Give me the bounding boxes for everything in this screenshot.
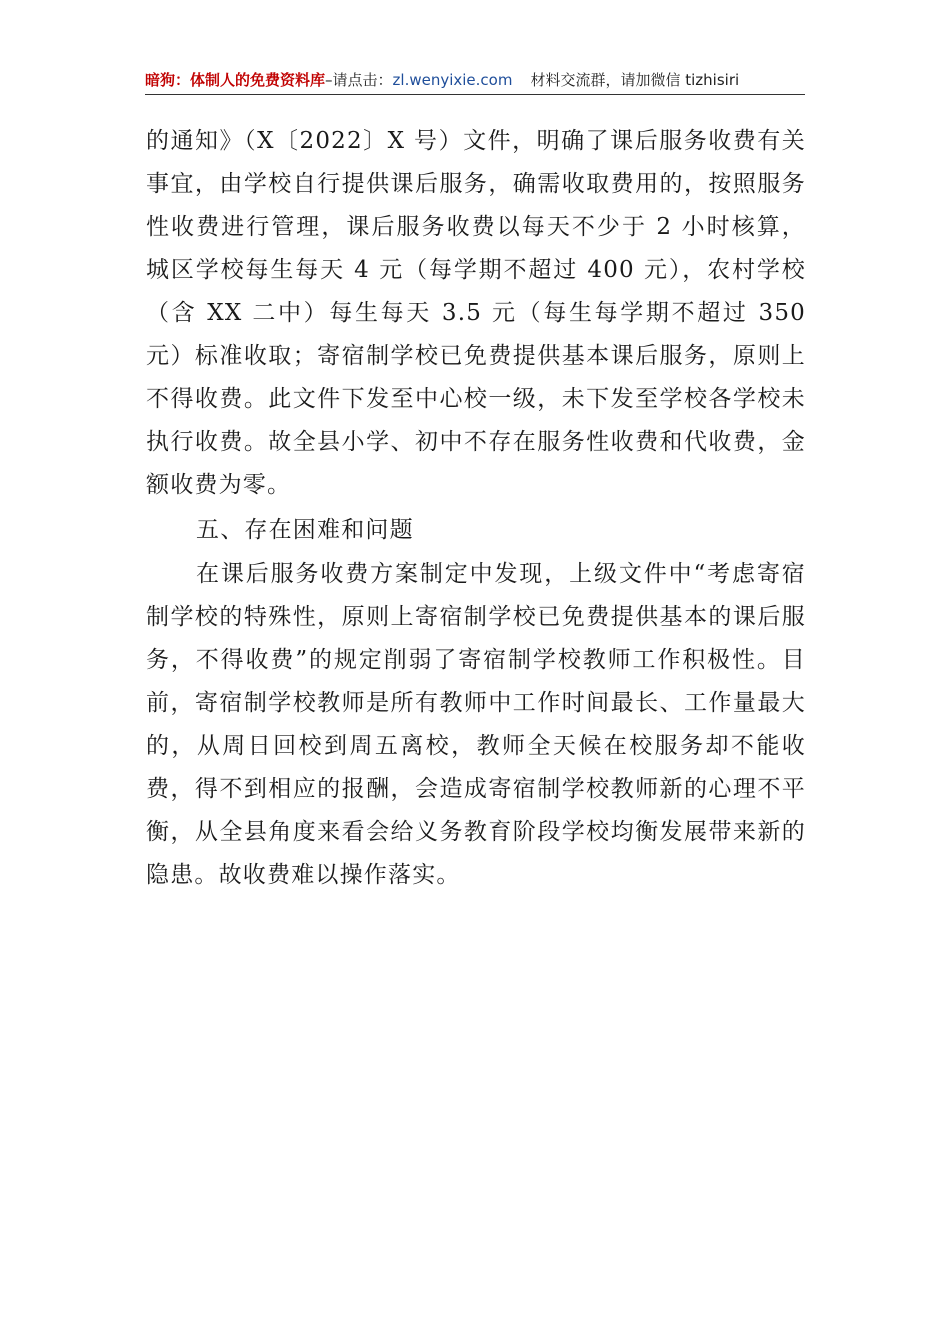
- section-heading: 五、存在困难和问题: [196, 517, 414, 543]
- body-paragraph-2: 在课后服务收费方案制定中发现，上级文件中“考虑寄宿制学校的特殊性，原则上寄宿制学校已免费提供基本的课后服务，不得收费”的规定削弱了寄宿制学校教师工作积极性。目前，寄宿制学校教师是所有教师中工作时间最长、工作量最大的，从周日回校到周五离校，教师全天候在校服务却不能收费，得不到相应的报酬，会造成寄宿制学校教师新的心理不平衡，从全县角度来看会给义务教育阶段学校均衡发展带来新的隐患。故收费难以操作落实。: [146, 561, 806, 888]
- body-paragraph-1: 的通知》（X〔2022〕X 号）文件，明确了课后服务收费有关事宜，由学校自行提供课后服务，确需收取费用的，按照服务性收费进行管理，课后服务收费以每天不少于 2 小时核算，城区学校每生每天 4 元（每学期不超过 400 元），农村学校（含 XX 二中）每生每天 3.5 元（每生每学期不超过 350 元）标准收取；寄宿制学校已免费提供基本课后服务，原则上不得收费。此文件下发至中心校一级，未下发至学校各学校未执行收费。故全县小学、初中不存在服务性收费和代收费，金额收费为零。: [146, 128, 806, 498]
- header-url-link[interactable]: zl.wenyixie.com: [392, 71, 513, 89]
- header-brand-text: 暗狗：体制人的免费资料库: [145, 71, 326, 89]
- header-separator-text: –请点击：: [325, 71, 393, 89]
- document-body: [146, 120, 806, 897]
- page-header: [145, 66, 805, 95]
- header-wechat-note: 材料交流群，请加微信 tizhisiri: [530, 71, 740, 89]
